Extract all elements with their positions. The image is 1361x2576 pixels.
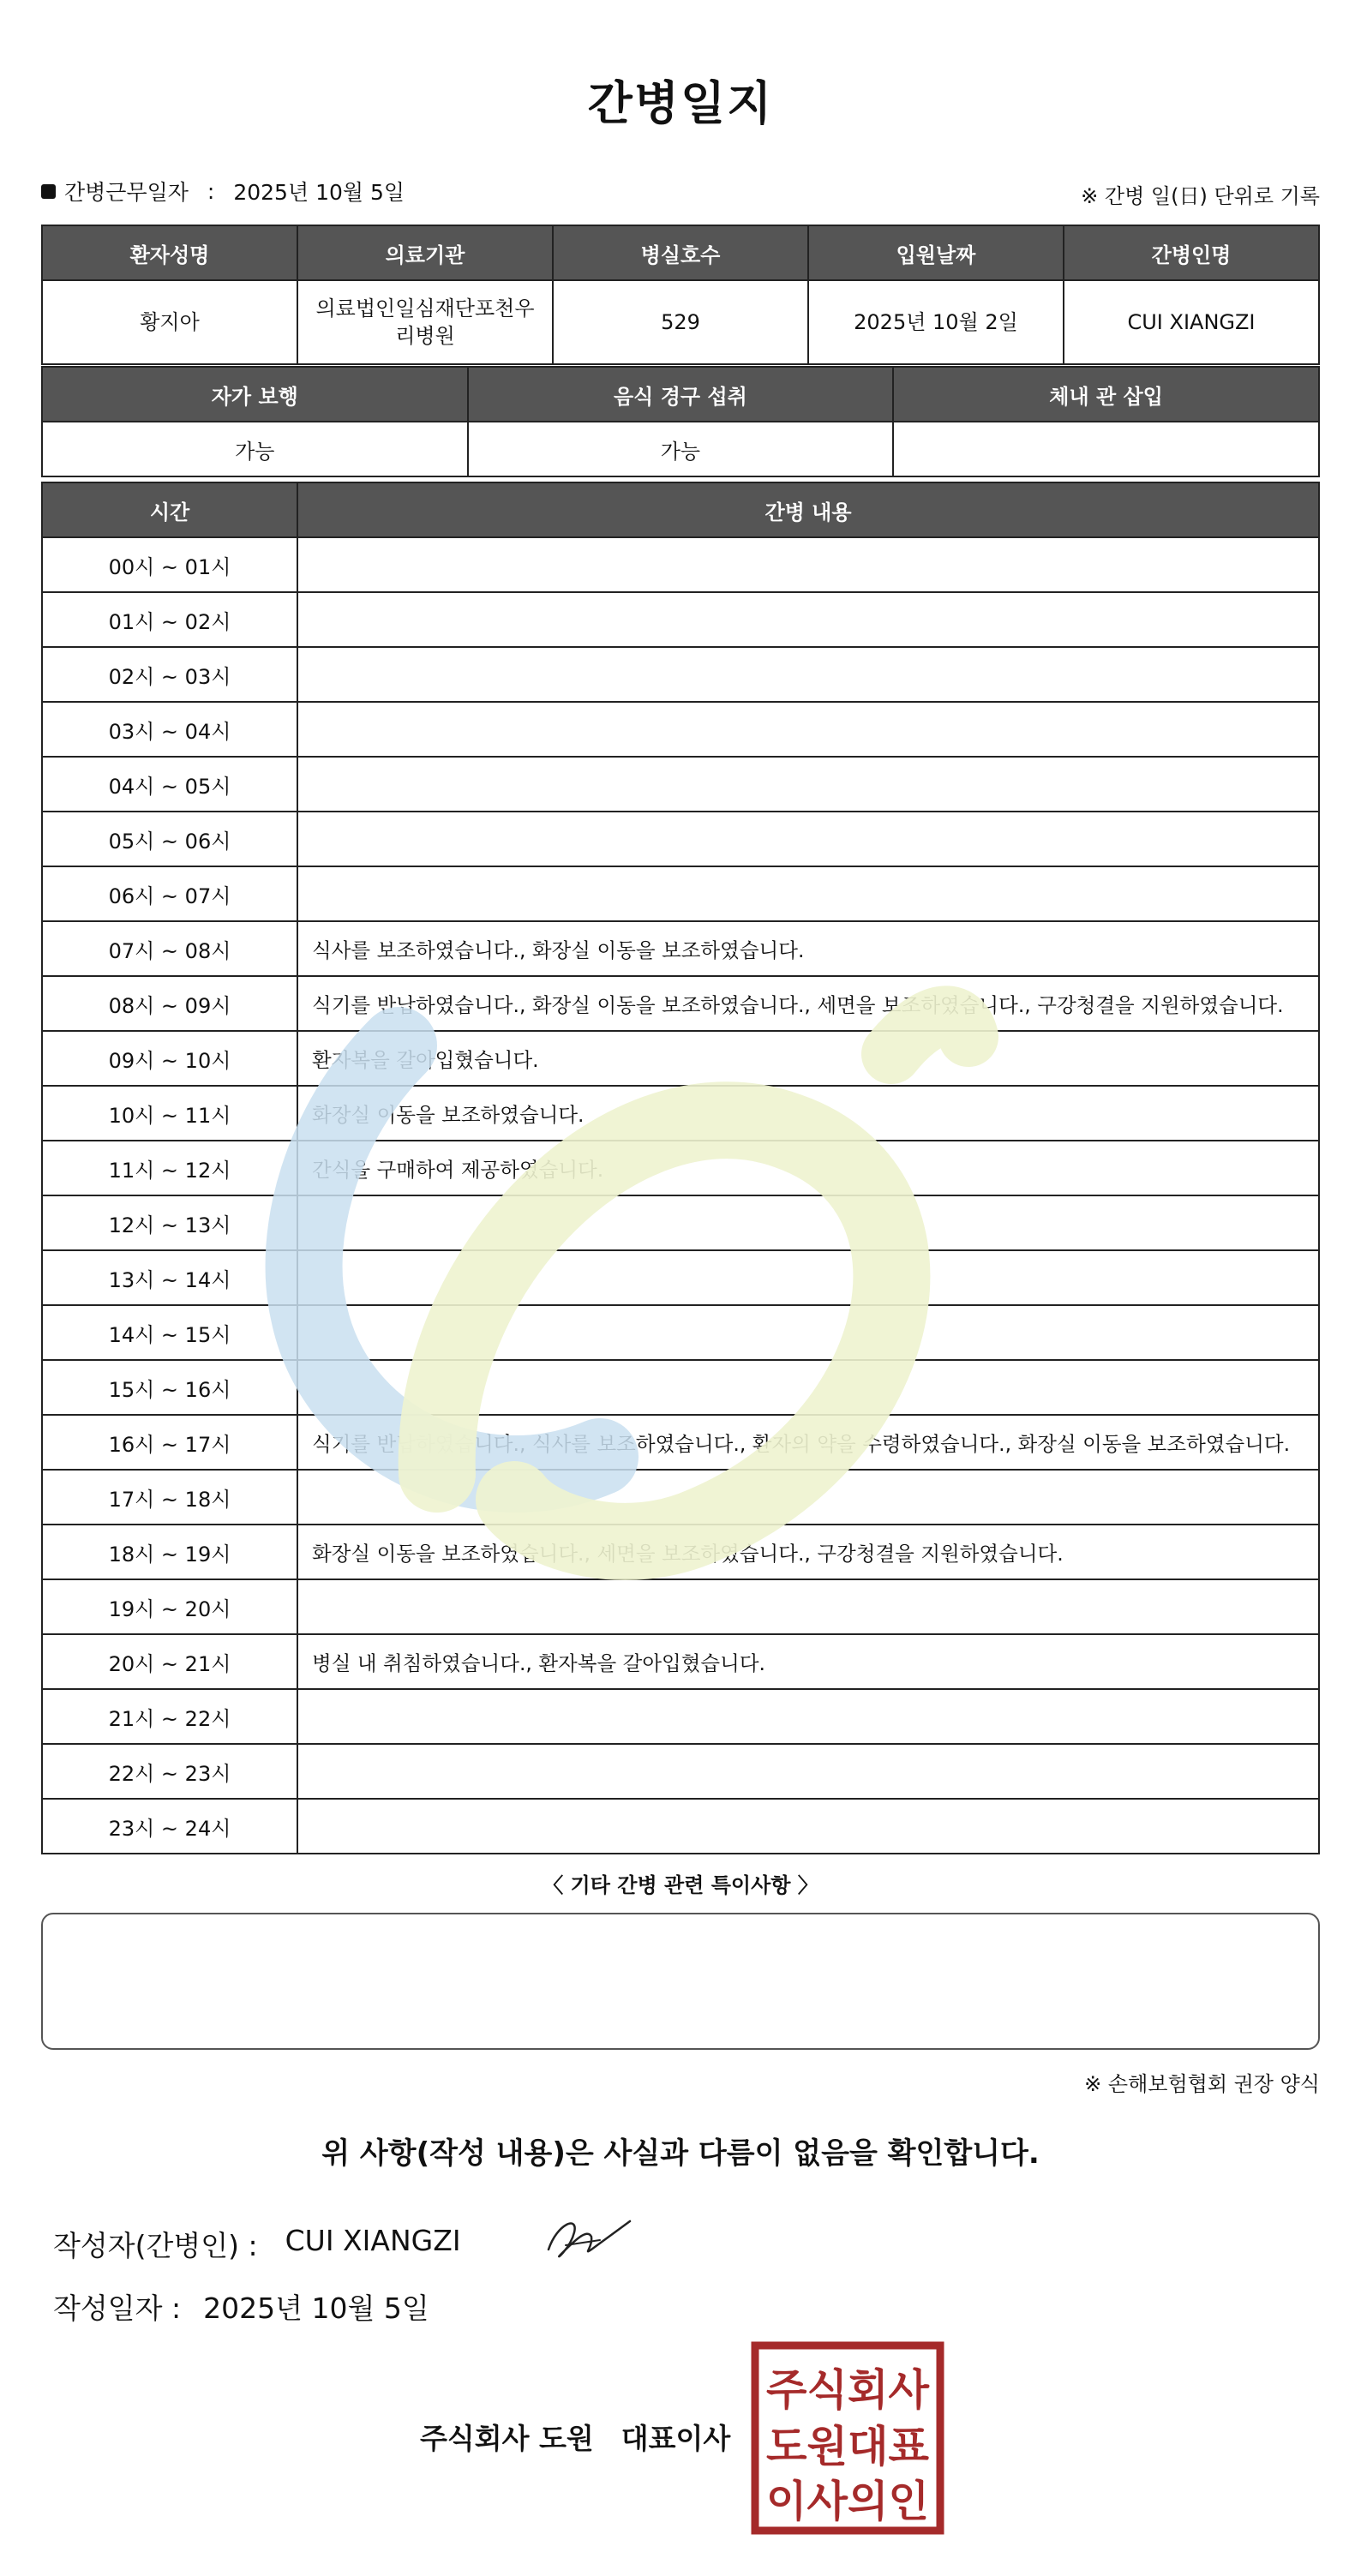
table-row [42, 757, 1319, 812]
notes-box [41, 1913, 1320, 2050]
time-slot: 00시 ~ 01시 [42, 537, 297, 592]
table-row [42, 1195, 1319, 1250]
written-date-label: 작성일자 : [53, 2291, 182, 2325]
time-slot: 20시 ~ 21시 [42, 1634, 297, 1689]
header-hospital: 의료기관 [297, 225, 553, 280]
care-content [297, 1579, 1319, 1634]
work-date-value: 2025년 10월 5일 [233, 180, 405, 205]
svg-text:이사의인: 이사의인 [766, 2477, 929, 2526]
time-slot: 12시 ~ 13시 [42, 1195, 297, 1250]
care-content [297, 1470, 1319, 1525]
time-slot: 05시 ~ 06시 [42, 812, 297, 866]
admission-date: 2025년 10월 2일 [808, 280, 1064, 364]
table-row [42, 592, 1319, 647]
care-content [297, 647, 1319, 702]
time-slot: 06시 ~ 07시 [42, 866, 297, 921]
patient-status-value-row [42, 422, 1319, 476]
header-caregiver-name: 간병인명 [1064, 225, 1319, 280]
care-content [297, 1744, 1319, 1799]
care-content: 간식을 구매하여 제공하였습니다. [297, 1141, 1319, 1195]
time-slot: 10시 ~ 11시 [42, 1086, 297, 1141]
header-time: 시간 [42, 482, 297, 537]
care-content [297, 1250, 1319, 1305]
header-admission-date: 입원날짜 [808, 225, 1064, 280]
care-content: 식기를 반납하였습니다., 식사를 보조하였습니다., 환자의 약을 수령하였습니다., 화장실 이동을 보조하였습니다. [297, 1415, 1319, 1470]
patient-info-table [41, 225, 1320, 365]
care-content: 화장실 이동을 보조하였습니다. [297, 1086, 1319, 1141]
time-slot: 18시 ~ 19시 [42, 1525, 297, 1579]
writer-line [53, 2224, 461, 2264]
care-content [297, 1360, 1319, 1415]
table-row [42, 1634, 1319, 1689]
header-patient-name: 환자성명 [42, 225, 297, 280]
time-slot: 08시 ~ 09시 [42, 976, 297, 1031]
table-row [42, 1031, 1319, 1086]
care-log-body [42, 537, 1319, 1854]
patient-info-header-row [42, 225, 1319, 280]
time-slot: 16시 ~ 17시 [42, 1415, 297, 1470]
table-row [42, 702, 1319, 757]
time-slot: 15시 ~ 16시 [42, 1360, 297, 1415]
svg-text:도원대표: 도원대표 [766, 2422, 930, 2471]
care-content: 식사를 보조하였습니다., 화장실 이동을 보조하였습니다. [297, 921, 1319, 976]
room-number: 529 [553, 280, 808, 364]
self-walking-value: 가능 [42, 422, 468, 476]
unit-note: ※ 간병 일(日) 단위로 기록 [1081, 184, 1320, 208]
table-row [42, 537, 1319, 592]
written-date-line [53, 2286, 429, 2327]
header-room-number: 병실호수 [553, 225, 808, 280]
patient-info-value-row [42, 280, 1319, 364]
care-content [297, 812, 1319, 866]
care-log-header-row [42, 482, 1319, 537]
care-content [297, 866, 1319, 921]
time-slot: 11시 ~ 12시 [42, 1141, 297, 1195]
patient-name: 황지아 [42, 280, 297, 364]
table-row [42, 1305, 1319, 1360]
patient-status-header-row [42, 367, 1319, 422]
company-representative: 대표이사 [621, 2422, 731, 2455]
header-self-walking: 자가 보행 [42, 367, 468, 422]
care-content [297, 1305, 1319, 1360]
company-seal-icon [751, 2341, 944, 2535]
time-slot: 23시 ~ 24시 [42, 1799, 297, 1854]
table-row [42, 866, 1319, 921]
time-slot: 13시 ~ 14시 [42, 1250, 297, 1305]
table-row [42, 1799, 1319, 1854]
table-row [42, 1086, 1319, 1141]
signature-icon [540, 2202, 634, 2271]
work-date-colon: : [207, 178, 215, 204]
notes-title: 〈 기타 간병 관련 특이사항 〉 [543, 1873, 818, 1897]
table-row [42, 1415, 1319, 1470]
table-row [42, 1689, 1319, 1744]
care-content [297, 757, 1319, 812]
time-slot: 02시 ~ 03시 [42, 647, 297, 702]
time-slot: 04시 ~ 05시 [42, 757, 297, 812]
table-row [42, 647, 1319, 702]
time-slot: 14시 ~ 15시 [42, 1305, 297, 1360]
time-slot: 03시 ~ 04시 [42, 702, 297, 757]
oral-intake-value: 가능 [468, 422, 894, 476]
writer-name: CUI XIANGZI [285, 2224, 461, 2257]
care-content: 식기를 반납하였습니다., 화장실 이동을 보조하였습니다., 세면을 보조하였습니다., 구강청결을 지원하였습니다. [297, 976, 1319, 1031]
care-content [297, 537, 1319, 592]
table-row [42, 812, 1319, 866]
hospital-name: 의료법인일심재단포천우리병원 [297, 280, 553, 364]
document-title: 간병일지 [587, 76, 774, 130]
care-content: 화장실 이동을 보조하였습니다., 세면을 보조하였습니다., 구강청결을 지원하였습니다. [297, 1525, 1319, 1579]
time-slot: 01시 ~ 02시 [42, 592, 297, 647]
care-content: 병실 내 취침하였습니다., 환자복을 갈아입혔습니다. [297, 1634, 1319, 1689]
svg-text:주식회사: 주식회사 [766, 2365, 930, 2415]
square-bullet-icon [41, 184, 56, 199]
written-date-value: 2025년 10월 5일 [203, 2291, 429, 2325]
table-row [42, 1470, 1319, 1525]
confirmation-statement: 위 사항(작성 내용)은 사실과 다름이 없음을 확인합니다. [321, 2136, 1040, 2171]
care-content [297, 702, 1319, 757]
table-row [42, 976, 1319, 1031]
time-slot: 09시 ~ 10시 [42, 1031, 297, 1086]
meta-row [41, 176, 1320, 219]
time-slot: 07시 ~ 08시 [42, 921, 297, 976]
company-line [420, 2417, 730, 2457]
care-content [297, 1799, 1319, 1854]
care-content: 환자복을 갈아입혔습니다. [297, 1031, 1319, 1086]
header-tube-insertion: 체내 관 삽입 [893, 367, 1319, 422]
patient-status-table [41, 366, 1320, 477]
header-care-content: 간병 내용 [297, 482, 1319, 537]
table-row [42, 1360, 1319, 1415]
work-date [41, 176, 405, 207]
time-slot: 21시 ~ 22시 [42, 1689, 297, 1744]
time-slot: 17시 ~ 18시 [42, 1470, 297, 1525]
time-slot: 22시 ~ 23시 [42, 1744, 297, 1799]
care-log-table [41, 482, 1320, 1854]
table-row [42, 1525, 1319, 1579]
table-row [42, 1141, 1319, 1195]
care-content [297, 1195, 1319, 1250]
tube-insertion-value [893, 422, 1319, 476]
time-slot: 19시 ~ 20시 [42, 1579, 297, 1634]
table-row [42, 1579, 1319, 1634]
work-date-label: 간병근무일자 [64, 180, 189, 205]
table-row [42, 1744, 1319, 1799]
form-note: ※ 손해보험협회 권장 양식 [1084, 2072, 1320, 2096]
care-content [297, 592, 1319, 647]
table-row [42, 1250, 1319, 1305]
caregiver-name: CUI XIANGZI [1064, 280, 1319, 364]
writer-label: 작성자(간병인) : [53, 2229, 258, 2262]
company-name: 주식회사 도원 [420, 2422, 594, 2455]
table-row [42, 921, 1319, 976]
header-oral-intake: 음식 경구 섭취 [468, 367, 894, 422]
care-content [297, 1689, 1319, 1744]
